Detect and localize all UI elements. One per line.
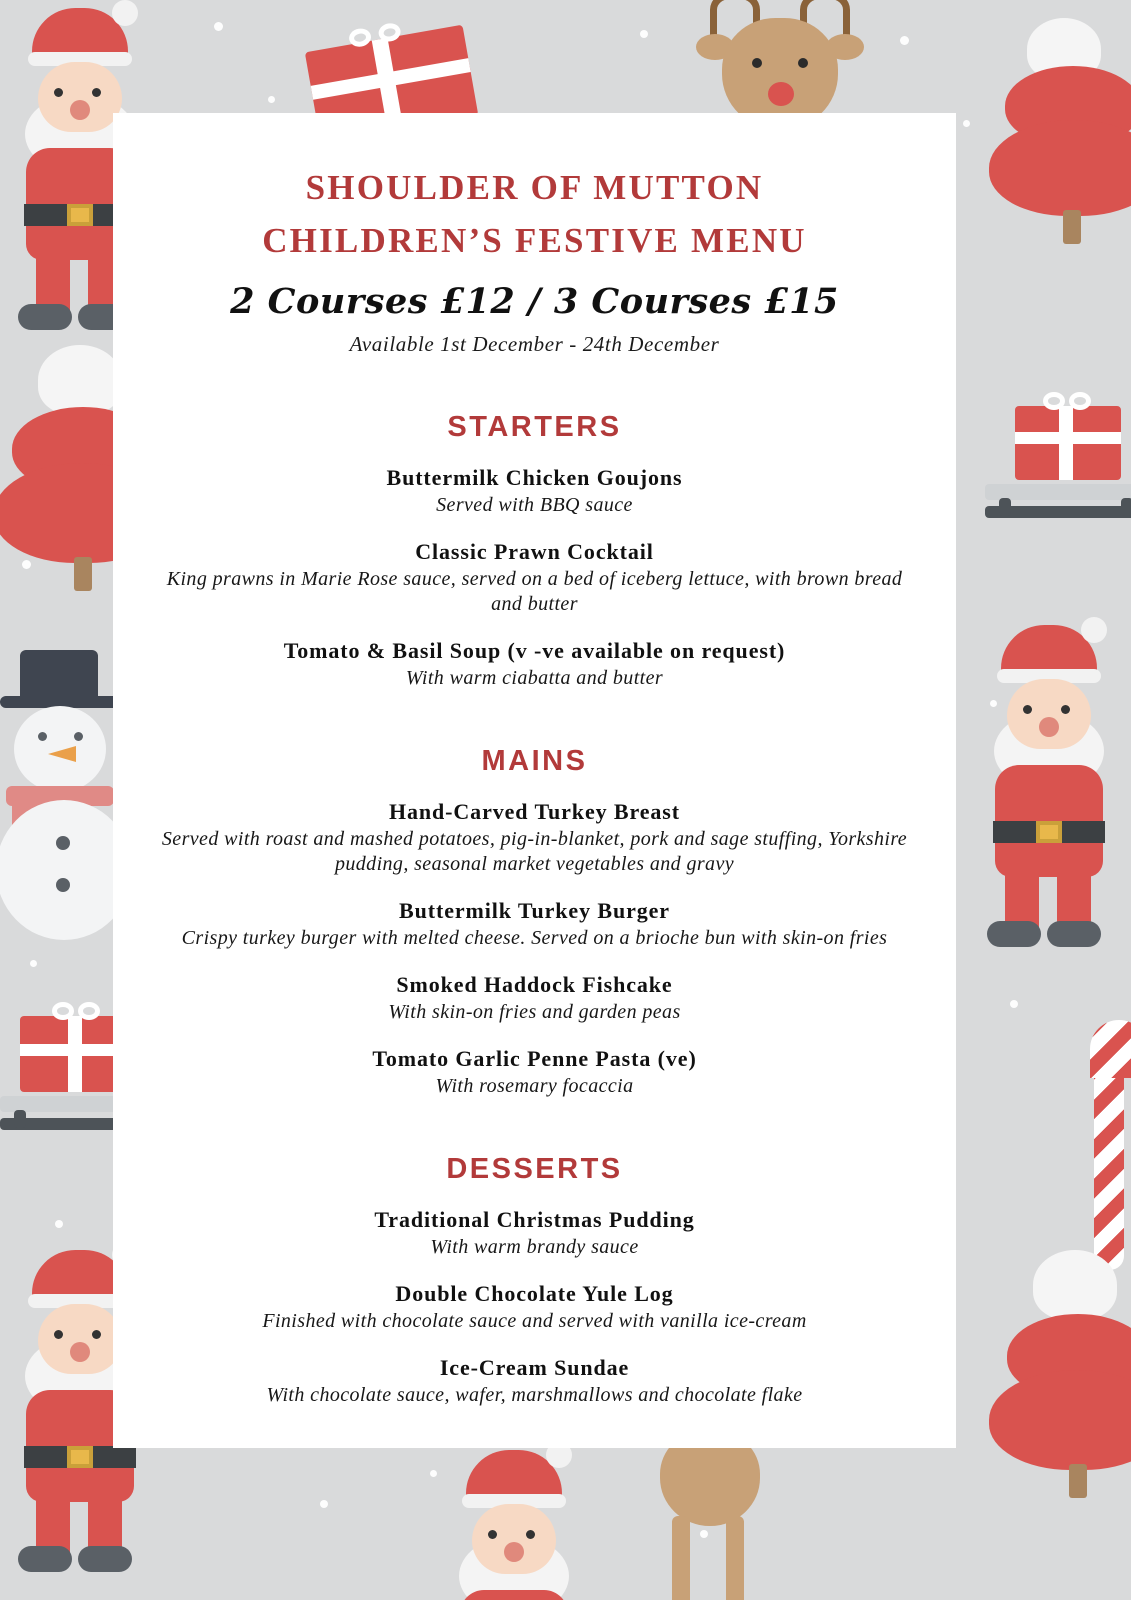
sled-icon (985, 380, 1131, 540)
menu-item-description: With warm brandy sauce (430, 1236, 639, 1258)
menu-section-mains (149, 745, 920, 1099)
reindeer-icon (640, 1470, 780, 1600)
menu-item-description: With warm ciabatta and butter (405, 667, 664, 689)
menu-item (149, 971, 920, 1025)
menu-item-description: King prawns in Marie Rose sauce, served on a bed of iceberg lettuce, with brown bread and butter (166, 568, 903, 615)
menu-item-name: Smoked Haddock Fishcake (396, 972, 673, 997)
christmas-tree-icon (985, 10, 1131, 250)
snow-dot (268, 96, 275, 103)
menu-item (149, 637, 920, 691)
menu-item-description: Crispy turkey burger with melted cheese. Served on a brioche bun with skin-on fries (181, 927, 888, 949)
menu-item-description: Served with roast and mashed potatoes, pig-in-blanket, pork and sage stuffing, Yorkshire pudding, seasonal market vegetables and gravy (161, 828, 908, 875)
menu-section-desserts (149, 1153, 920, 1408)
menu-item-description: With skin-on fries and garden peas (388, 1001, 681, 1023)
menu-item-description: Served with BBQ sauce (436, 494, 633, 516)
menu-item-name: Ice-Cream Sundae (439, 1355, 630, 1380)
christmas-tree-icon (985, 1250, 1131, 1510)
menu-item (149, 538, 920, 617)
menu-item-description: Finished with chocolate sauce and served with vanilla ice-cream (262, 1310, 807, 1332)
menu-item (149, 1045, 920, 1099)
menu-item-name: Buttermilk Chicken Goujons (386, 465, 683, 490)
menu-item-name: Tomato Garlic Penne Pasta (ve) (372, 1046, 697, 1071)
menu-item-name: Tomato & Basil Soup (v -ve available on request) (283, 638, 786, 663)
snow-dot (430, 1470, 437, 1477)
menu-item-name: Classic Prawn Cocktail (415, 539, 654, 564)
snow-dot (900, 36, 909, 45)
menu-price-line: 2 Courses £12 / 3 Courses £15 (230, 281, 839, 322)
santa-icon (450, 1450, 590, 1600)
menu-item (149, 464, 920, 518)
snow-dot (1010, 1000, 1018, 1008)
menu-item-name: Double Chocolate Yule Log (395, 1281, 674, 1306)
section-heading: MAINS (481, 745, 588, 777)
santa-icon (985, 625, 1125, 955)
snow-dot (640, 30, 648, 38)
snow-dot (214, 22, 223, 31)
menu-item-name: Traditional Christmas Pudding (374, 1207, 695, 1232)
menu-item-description: With rosemary focaccia (435, 1075, 634, 1097)
snow-dot (963, 120, 970, 127)
menu-title-line-1: SHOULDER OF MUTTON (305, 168, 764, 207)
menu-item (149, 1354, 920, 1408)
menu-availability: Available 1st December - 24th December (349, 332, 720, 356)
section-heading: STARTERS (447, 411, 622, 443)
menu-item-name: Hand-Carved Turkey Breast (388, 799, 680, 824)
menu-title-line-2: CHILDREN’S FESTIVE MENU (262, 221, 807, 260)
menu-item (149, 798, 920, 877)
menu-section-starters (149, 411, 920, 691)
candy-cane-icon (1080, 1020, 1131, 1270)
menu-item (149, 897, 920, 951)
snow-dot (30, 960, 37, 967)
menu-item-name: Buttermilk Turkey Burger (399, 898, 670, 923)
menu-item-description: With chocolate sauce, wafer, marshmallows and chocolate flake (266, 1384, 803, 1406)
menu-card (113, 113, 956, 1448)
snow-dot (55, 1220, 63, 1228)
section-heading: DESSERTS (446, 1153, 623, 1185)
menu-item (149, 1280, 920, 1334)
snow-dot (320, 1500, 328, 1508)
menu-item (149, 1206, 920, 1260)
gift-box-icon (1007, 380, 1127, 490)
